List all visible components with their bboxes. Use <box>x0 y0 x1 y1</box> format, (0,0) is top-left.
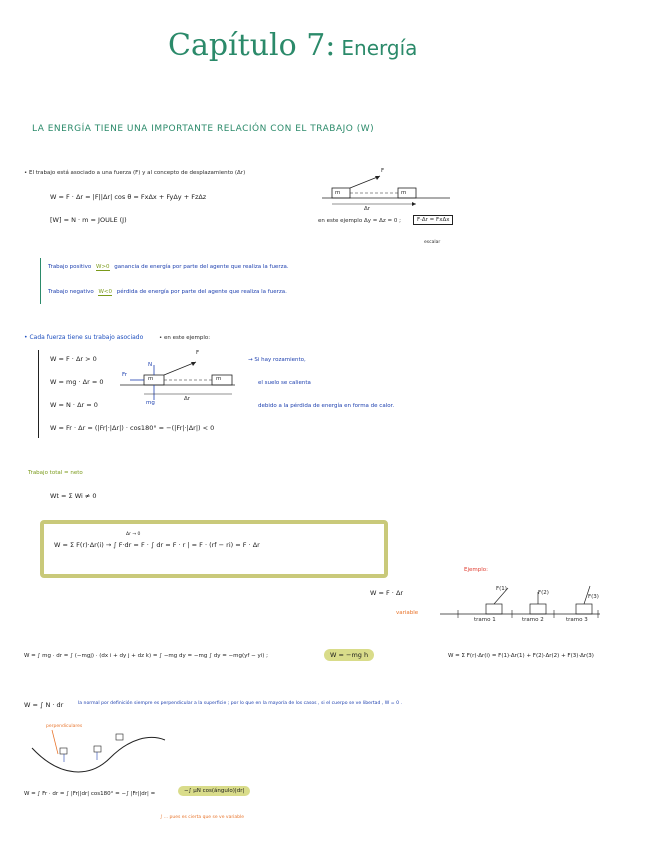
negative-prefix: Trabajo negativo <box>48 289 94 295</box>
block-diagram-1 <box>320 168 460 208</box>
force-2-label: F(2) <box>538 590 549 596</box>
scalar-note: escalar <box>424 240 441 245</box>
gravity-work-eq: W = ∫ mg · dr = ∫ (−mgj) · (dx i + dy j + dz k) = ∫ −mg dy = −mg ∫ dy = −mg(yf − yi) ; <box>24 653 268 659</box>
force-label: F <box>381 168 385 174</box>
example-label: Ejemplo: <box>464 567 488 573</box>
example-text: • en este ejemplo: <box>159 335 211 341</box>
friction-work-eq: W = ∫ Fr · dr = ∫ |Fr||dr| cos180° = −∫ |Fr||dr| = <box>24 791 156 797</box>
work-intro: • El trabajo está asociado a una fuerza (F) y al concepto de desplazamiento (Δr) <box>24 170 246 176</box>
tramo-1: tramo 1 <box>474 617 496 623</box>
example-caption: en este ejemplo Δy = Δz = 0 ; <box>318 218 401 224</box>
key-equation-box <box>40 520 388 578</box>
block-label-2: m <box>401 190 407 196</box>
tramo-2: tramo 2 <box>522 617 544 623</box>
negative-arrow: W<0 <box>98 289 113 295</box>
title-main: Capítulo 7: <box>168 28 336 63</box>
friction-note-1: → Si hay rozamiento, <box>248 357 306 363</box>
positive-arrow: W>0 <box>96 264 110 270</box>
friction-note-2: el suelo se calienta <box>258 380 311 386</box>
normal-work-eq: W = ∫ N · dr <box>24 701 64 709</box>
curve-diagram <box>30 730 170 775</box>
positive-prefix: Trabajo positivo <box>48 264 92 270</box>
gravity-work-result: W = −mg h <box>324 649 374 661</box>
section-heading: LA ENERGÍA TIENE UNA IMPORTANTE RELACIÓN CON EL TRABAJO (W) <box>32 124 375 134</box>
block-label-1: m <box>335 190 341 196</box>
block-label-3: m <box>148 376 154 382</box>
friction-footnote: ∫ ... pues es cierta que se ve variable <box>160 815 245 820</box>
title-sub: Energía <box>341 36 418 60</box>
friction-work-result: −∫ μN cos(ángulo)|dr| <box>178 786 250 796</box>
total-work-eq: Wt = Σ Wi ≠ 0 <box>50 492 97 500</box>
negative-work <box>48 289 287 295</box>
units-equation: [W] = N · m = JOULE (J) <box>50 216 127 224</box>
sum-work-eq: W = Σ F(r)·Δr(i) = F(1)·Δr(1) + F(2)·Δr(2) + F(3)·Δr(3) <box>448 653 594 659</box>
friction-label: Fr <box>122 372 128 378</box>
force-1-label: F(1) <box>496 586 507 592</box>
positive-work <box>48 264 289 270</box>
block-diagram-2 <box>120 350 240 405</box>
boxed-result: F·Δr = FxΔx <box>413 215 453 225</box>
tramo-3: tramo 3 <box>566 617 588 623</box>
normal-explanation: la normal por definición siempre es perpendicular a la superficie ; por lo que en la mayoría de los casos , si el cuerpo se ve libertad , W = 0 . <box>78 701 402 706</box>
dr-label-2: Δr <box>184 396 191 402</box>
work-equation: W = F · Δr = |F||Δr| cos θ = FxΔx + FyΔy + FzΔz <box>50 193 207 201</box>
dr-label: Δr <box>364 206 371 212</box>
brace-2 <box>38 350 39 438</box>
limit-note: Δr → 0 <box>126 532 141 537</box>
page-title <box>168 28 417 63</box>
block-label-4: m <box>216 376 222 382</box>
force-label-2: F <box>196 350 200 356</box>
force-3-label: F(3) <box>588 594 599 600</box>
work-eq-f: W = F · Δr > 0 <box>50 355 97 363</box>
perpendicular-label: perpendiculares <box>46 724 83 729</box>
negative-text: pérdida de energía por parte del agente que realiza la fuerza. <box>116 289 287 295</box>
weight-label: mg <box>146 400 155 406</box>
work-eq-mg: W = mg · Δr = 0 <box>50 378 104 386</box>
work-eq-n: W = N · Δr = 0 <box>50 401 98 409</box>
total-work-label: Trabajo total = neto <box>28 470 83 476</box>
each-force-text: • Cada fuerza tiene su trabajo asociado <box>24 334 144 341</box>
brace-1 <box>40 258 41 304</box>
each-force-intro <box>24 334 210 341</box>
key-equation: W = Σ F(r)·Δr(i) → ∫ F·dr = F · ∫ dr = F · r | = F · (rf − ri) = F · Δr <box>54 541 260 549</box>
example-work-eq: W = F · Δr <box>370 589 404 597</box>
normal-label: N <box>148 362 153 368</box>
work-eq-fr: W = Fr · Δr = (|Fr|·|Δr|) · cos180° = −(|Fr|·|Δr|) < 0 <box>50 424 215 432</box>
friction-note-3: debido a la pérdida de energía en forma de calor. <box>258 403 395 409</box>
variable-note: variable <box>396 610 419 616</box>
positive-text: ganancia de energía por parte del agente que realiza la fuerza. <box>114 264 289 270</box>
